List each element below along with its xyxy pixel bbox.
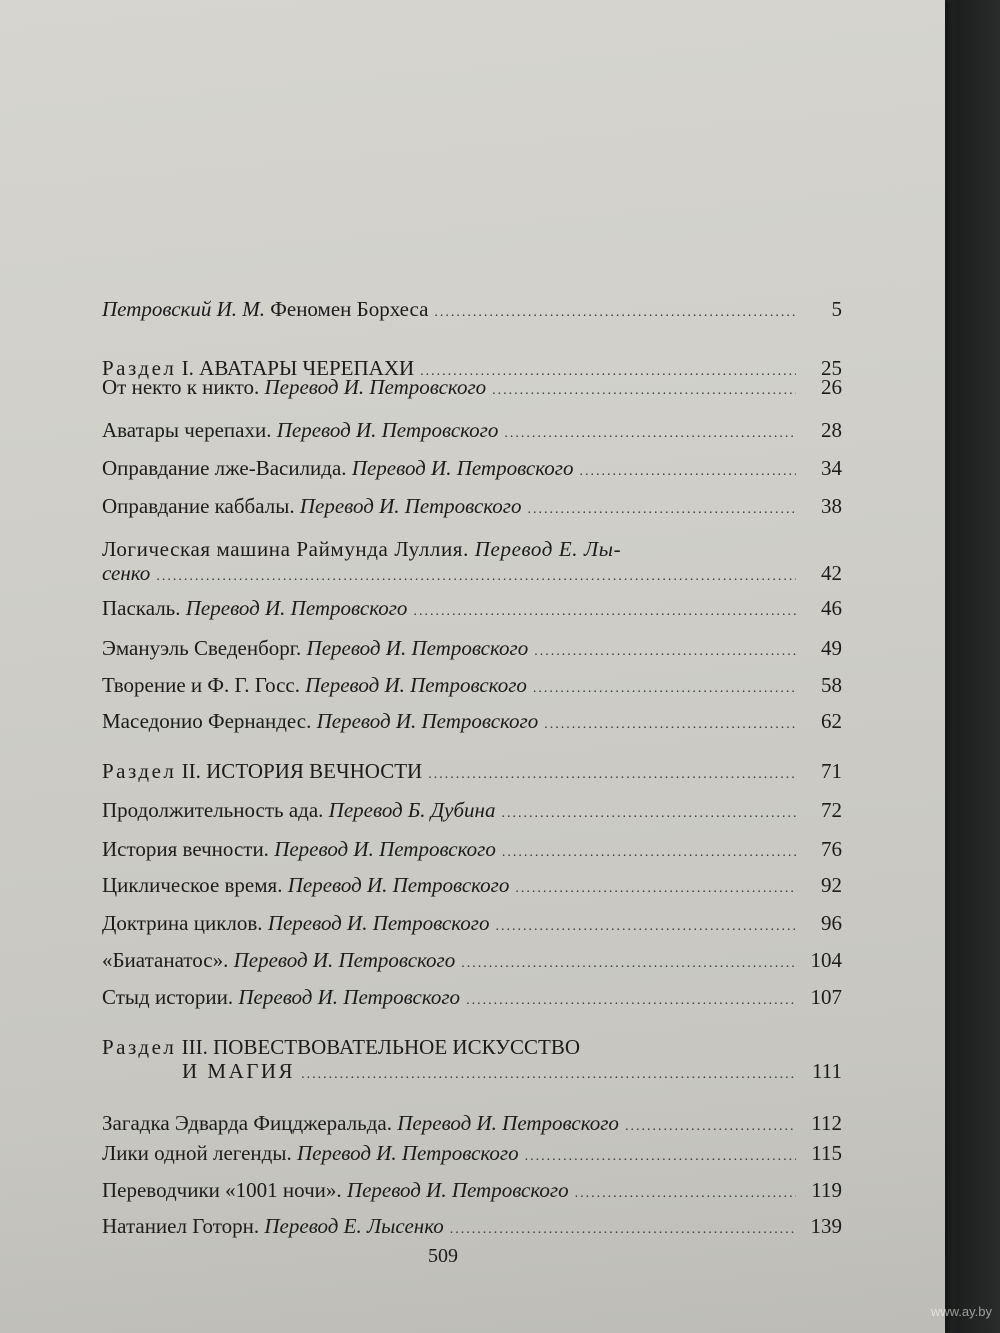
leader-dots (534, 639, 796, 665)
toc-entry: Загадка Эдварда Фицджеральда. Перевод И. Петровского ..... 112 (102, 1110, 842, 1140)
leader-dots (434, 300, 796, 326)
toc-entry: Петровский И. М. Феномен Борхеса ..... 5 (102, 296, 842, 326)
toc-section-heading: Раздел I. АВАТАРЫ ЧЕРЕПАХИ ..... 25 (102, 355, 842, 385)
leader-dots (544, 712, 796, 738)
leader-dots (492, 378, 796, 404)
leader-dots (413, 599, 796, 625)
leader-dots (504, 421, 796, 447)
leader-dots (156, 564, 796, 590)
leader-dots (533, 676, 796, 702)
toc-entry: Циклическое время. Перевод И. Петровского ..... 92 (102, 872, 842, 902)
toc-entry: Продолжительность ада. Перевод Б. Дубина ..... 72 (102, 797, 842, 827)
toc-page-number: 76 (821, 837, 842, 861)
toc-page-number: 49 (821, 636, 842, 660)
leader-dots (461, 951, 796, 977)
leader-dots (625, 1114, 796, 1140)
toc-entry: Оправдание каббалы. Перевод И. Петровского ..... 38 (102, 493, 842, 523)
toc-page-number: 112 (811, 1111, 842, 1135)
toc-page-number: 119 (811, 1178, 842, 1202)
leader-dots (450, 1217, 796, 1243)
toc-page-number: 26 (821, 375, 842, 399)
toc-entry: От некто к никто. Перевод И. Петровского ..... 26 (102, 374, 842, 404)
toc-entry: Переводчики «1001 ночи». Перевод И. Петровского ..... 119 (102, 1177, 842, 1207)
page-number: 509 (428, 1245, 458, 1267)
toc-entry: Эмануэль Сведенборг. Перевод И. Петровского ..... 49 (102, 635, 842, 665)
leader-dots (466, 988, 796, 1014)
toc-page-number: 58 (821, 673, 842, 697)
toc-page-number: 139 (810, 1214, 842, 1238)
toc-entry-first-line: Логическая машина Раймунда Луллия. Перевод Е. Лы- (102, 537, 622, 561)
leader-dots (502, 840, 796, 866)
toc-entry: История вечности. Перевод И. Петровского ..... 76 (102, 836, 842, 866)
toc-page-number: 5 (831, 297, 842, 321)
toc-entry: «Биатанатос». Перевод И. Петровского ..... 104 (102, 947, 842, 977)
toc-page-number: 46 (821, 596, 842, 620)
toc-entry: сенко ..... 42 (102, 560, 842, 590)
toc-entry: Творение и Ф. Г. Госс. Перевод И. Петровского ..... 58 (102, 672, 842, 702)
leader-dots (515, 876, 796, 902)
toc-section-heading: И МАГИЯ ..... 111 (102, 1058, 842, 1088)
toc-entry: Аватары черепахи. Перевод И. Петровского ..... 28 (102, 417, 842, 447)
toc-page-number: 38 (821, 494, 842, 518)
toc-section-heading: Раздел II. ИСТОРИЯ ВЕЧНОСТИ ..... 71 (102, 758, 842, 788)
toc-page-number: 42 (821, 561, 842, 585)
leader-dots (579, 459, 796, 485)
leader-dots (528, 497, 796, 523)
toc-entry: Стыд истории. Перевод И. Петровского ..... 107 (102, 984, 842, 1014)
toc-page-number: 96 (821, 911, 842, 935)
toc-page-number: 107 (810, 985, 842, 1009)
leader-dots (301, 1062, 796, 1088)
toc-page-number: 28 (821, 418, 842, 442)
toc-entry: Оправдание лже-Василида. Перевод И. Петровского ..... 34 (102, 455, 842, 485)
toc-entry: Паскаль. Перевод И. Петровского ..... 46 (102, 595, 842, 625)
toc-page-number: 62 (821, 709, 842, 733)
leader-dots (575, 1181, 796, 1207)
toc-page-number: 34 (821, 456, 842, 480)
leader-dots (525, 1144, 796, 1170)
toc-page-number: 25 (821, 356, 842, 380)
watermark: www.ay.by (930, 1304, 992, 1319)
toc-entry: Доктрина циклов. Перевод И. Петровского ..... 96 (102, 910, 842, 940)
leader-dots (428, 762, 796, 788)
toc-entry: Натаниел Готорн. Перевод Е. Лысенко ..... 139 (102, 1213, 842, 1243)
toc-page-number: 72 (821, 798, 842, 822)
toc-page-number: 71 (821, 759, 842, 783)
toc-entry: Лики одной легенды. Перевод И. Петровского ..... 115 (102, 1140, 842, 1170)
toc-page-number: 104 (810, 948, 842, 972)
leader-dots (495, 914, 796, 940)
toc-section-heading-first-line: Раздел III. ПОВЕСТВОВАТЕЛЬНОЕ ИСКУССТВО (102, 1035, 581, 1059)
toc-page-number: 92 (821, 873, 842, 897)
toc-page-number: 115 (811, 1141, 842, 1165)
toc-page-number: 111 (812, 1059, 842, 1083)
toc-entry: Маседонио Фернандес. Перевод И. Петровского ..... 62 (102, 708, 842, 738)
leader-dots (501, 801, 796, 827)
